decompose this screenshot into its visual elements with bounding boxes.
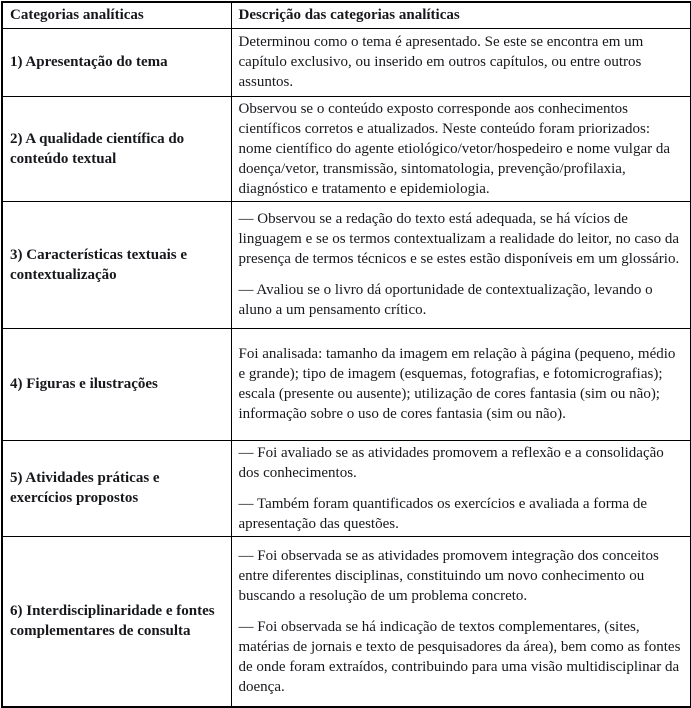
category-cell-6: 6) Interdisciplinaridade e fontes complementares de consulta: [2, 536, 231, 707]
description-paragraph: — Foi observada se há indicação de textos complementares, (sites, matérias de jornais e texto de pesquisadores da área), bem como as fontes de onde foram extraídos, contribuindo para uma visão multidisciplinar da doença.: [238, 618, 681, 695]
column-header-descriptions: Descrição das categorias analíticas: [231, 2, 691, 28]
table-row-4: [2, 328, 691, 440]
description-cell-4: [231, 328, 691, 440]
description-paragraph: — Observou se a redação do texto está adequada, se há vícios de linguagem e se os termos contextualizam a realidade do leitor, no caso da presença de termos técnicos e se estes estão disponíveis em um glossário.: [238, 211, 680, 267]
description-cell-2: [231, 96, 691, 201]
table-row-6: [2, 536, 691, 707]
description-cell-1: [231, 28, 691, 96]
analysis-categories-table: [1, 1, 691, 708]
description-cell-3: [231, 201, 691, 328]
description-cell-6: [231, 536, 691, 707]
category-cell-2: 2) A qualidade científica do conteúdo textual: [2, 96, 231, 201]
description-paragraph: — Foi avaliado se as atividades promovem a reflexão e a consolidação dos conhecimentos.: [238, 444, 664, 481]
description-paragraph: — Avaliou se o livro dá oportunidade de contextualização, levando o aluno a um pensamento crítico.: [238, 282, 653, 318]
description-cell-5: [231, 440, 691, 536]
category-cell-1: 1) Apresentação do tema: [2, 28, 231, 96]
description-paragraph: Observou se o conteúdo exposto corresponde aos conhecimentos científicos corretos e atualizados. Neste conteúdo foram priorizados: nome científico do agente etiológico/vetor/hospedeiro e nome vulgar da doença/vetor, transmissão, sintomatologia, prevenção/profilaxia, diagnóstico e tratamento e epidemiologia.: [238, 100, 671, 197]
description-paragraph: — Também foram quantificados os exercícios e avaliada a forma de apresentação das questões.: [238, 495, 648, 532]
table-row-3: [2, 201, 691, 328]
description-paragraph: Determinou como o tema é apresentado. Se este se encontra em um capítulo exclusivo, ou inserido em outros capítulos, ou entre outros assuntos.: [238, 34, 644, 90]
table-row-1: [2, 28, 691, 96]
category-cell-3: 3) Características textuais e contextualização: [2, 201, 231, 328]
table-row-5: [2, 440, 691, 536]
table-row-2: [2, 96, 691, 201]
description-paragraph: Foi analisada: tamanho da imagem em relação à página (pequeno, médio e grande); tipo de imagem (esquemas, fotografias, e fotomicrografias); escala (presente ou ausente); utilização de cores fantasia (sim ou não); informação sobre o uso de cores fantasia (sim ou não).: [238, 346, 676, 422]
description-paragraph: — Foi observada se as atividades promovem integração dos conceitos entre diferentes disciplinas, constituindo um novo conhecimento ou buscando a resolução de um problema concreto.: [238, 547, 659, 604]
category-cell-4: 4) Figuras e ilustrações: [2, 328, 231, 440]
category-cell-5: 5) Atividades práticas e exercícios propostos: [2, 440, 231, 536]
header-row: [2, 2, 691, 28]
column-header-categories: Categorias analíticas: [2, 2, 231, 28]
